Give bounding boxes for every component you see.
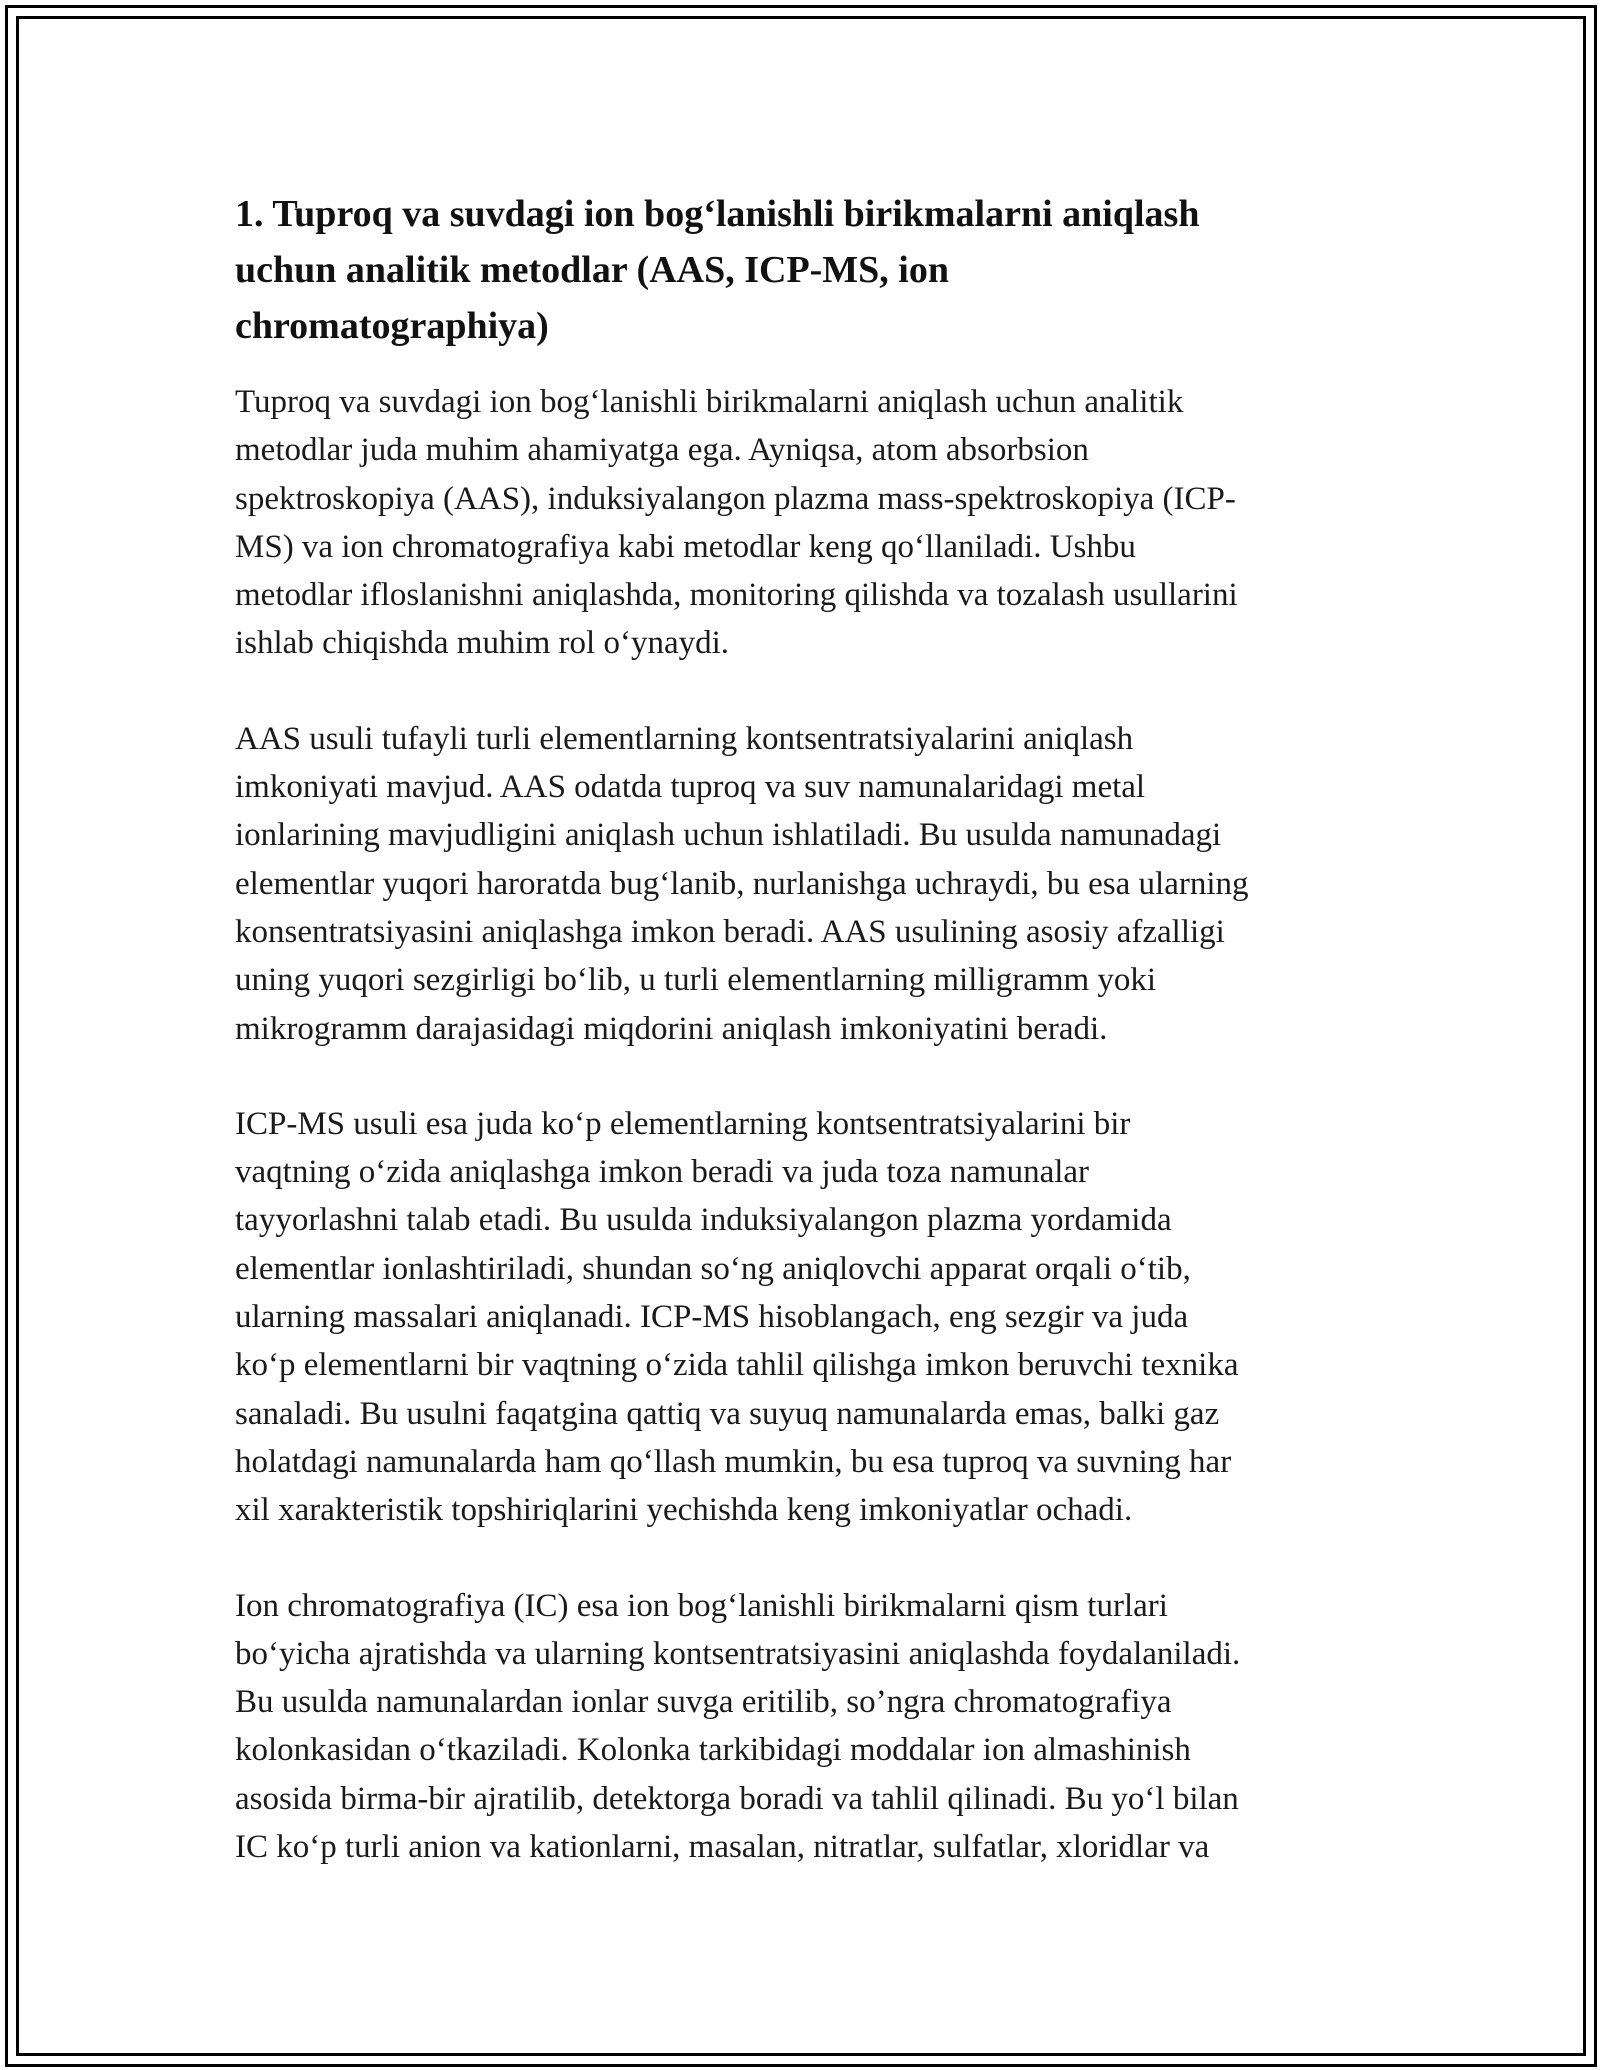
section-heading: 1. Tuproq va suvdagi ion bog‘lanishli birikmalarni aniqlash uchun analitik metodlar (AAS, ICP-MS, ion chromatographiya) bbox=[235, 193, 1200, 347]
paragraph-aas: AAS usuli tufayli turli elementlarning kontsentratsiyalarini aniqlash imkoniyati mavjud. AAS odatda tuproq va suv namunalaridagi metal ionlarining mavjudligini aniqlash uchun ishlatiladi. Bu usulda namunadagi elementlar yuqori haroratda bug‘lanib, nurlanishga uchraydi, bu esa ularning konsentratsiyasini aniqlashga imkon beradi. AAS usulining asosiy afzalligi uning yuqori sezgirligi bo‘lib, u turli elementlarning milligramm yoki mikrogramm darajasidagi miqdorini aniqlash imkoniyatini beradi. bbox=[235, 720, 1249, 1047]
paragraph-intro: Tuproq va suvdagi ion bog‘lanishli birikmalarni aniqlash uchun analitik metodlar juda muhim ahamiyatga ega. Ayniqsa, atom absorbsion spektroskopiya (AAS), induksiyalangon plazma mass-spektroskopiya (ICP- MS) va ion chromatografiya kabi metodlar keng qo‘llaniladi. Ushbu metodlar ifloslanishni aniqlashda, monitoring qilishda va tozalash usullarini ishlab chiqishda muhim rol o‘ynaydi. bbox=[235, 384, 1238, 662]
paragraph-ion-chromatography: Ion chromatografiya (IC) esa ion bog‘lanishli birikmalarni qism turlari bo‘yicha ajratishda va ularning kontsentratsiyasini aniqlashda foydalaniladi. Bu usulda namunalardan ionlar suvga eritilib, so’ngra chromatografiya kolonkasidan o‘tkaziladi. Kolonka tarkibidagi moddalar ion almashinish asosida birma-bir ajratilib, detektorga boradi va tahlil qilinadi. Bu yo‘l bilan IC ko‘p turli anion va kationlarni, masalan, nitratlar, sulfatlar, xloridlar va bbox=[235, 1587, 1241, 1866]
paragraph-icp-ms: ICP-MS usuli esa juda ko‘p elementlarning kontsentratsiyalarini bir vaqtning o‘zida aniqlashga imkon beradi va juda toza namunalar tayyorlashni talab etadi. Bu usulda induksiyalangon plazma yordamida elementlar ionlashtiriladi, shundan so‘ng aniqlovchi apparat orqali o‘tib, ularning massalari aniqlanadi. ICP-MS hisoblangach, eng sezgir va juda ko‘p elementlarni bir vaqtning o‘zida tahlil qilishga imkon beruvchi texnika sanaladi. Bu usulni faqatgina qattiq va suyuq namunalarda emas, balki gaz holatdagi namunalarda ham qo‘llash mumkin, bu esa tuproq va suvning har xil xarakteristik topshiriqlarini yechishda keng imkoniyatlar ochadi. bbox=[235, 1105, 1239, 1529]
document-body bbox=[235, 186, 1375, 1918]
